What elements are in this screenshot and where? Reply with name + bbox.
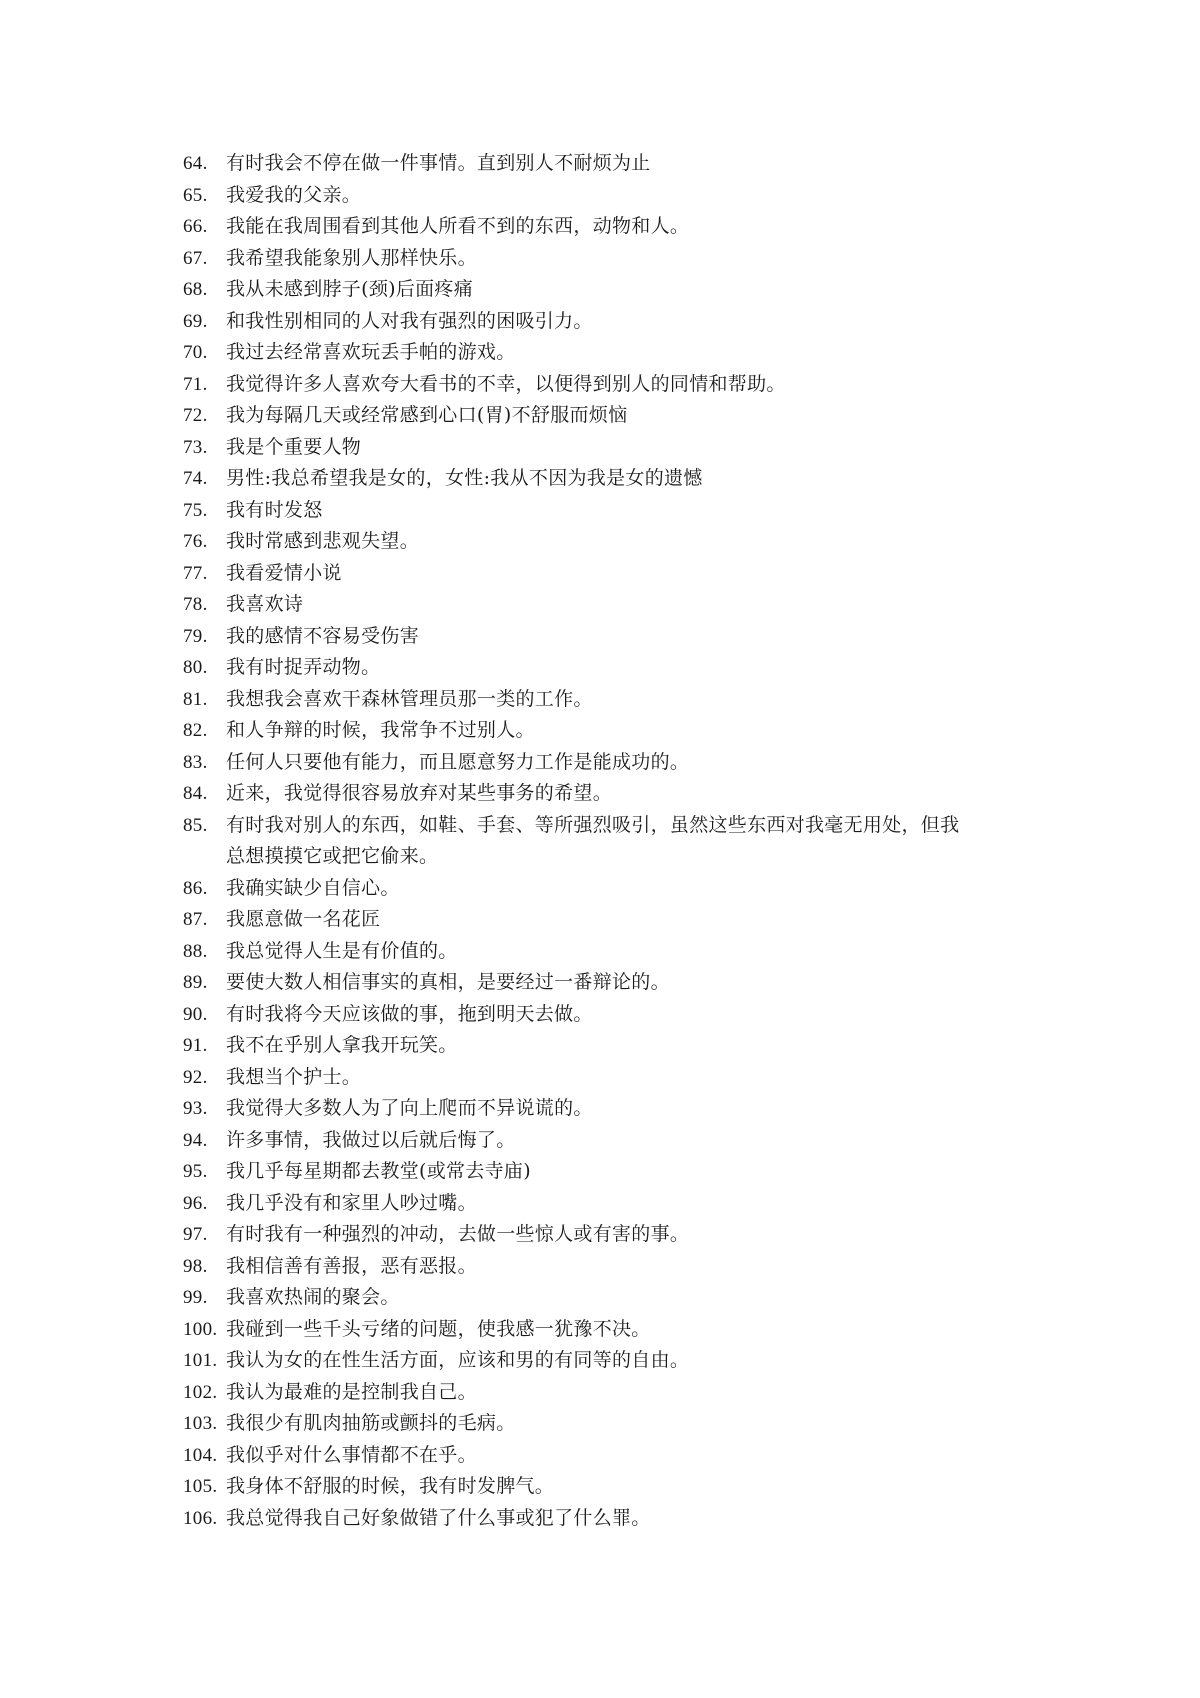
item-text: 我的感情不容易受伤害: [226, 624, 420, 647]
item-number: 92.: [183, 1066, 208, 1088]
item-number: 99.: [183, 1287, 208, 1308]
item-text: 我从未感到脖子(颈)后面疼痛: [226, 278, 474, 300]
questionnaire-item: [183, 180, 1063, 212]
item-number: 65.: [183, 184, 208, 206]
item-number: 72.: [183, 405, 208, 426]
questionnaire-item: [183, 652, 1063, 684]
questionnaire-item: [183, 1345, 1063, 1377]
questionnaire-item: [183, 1156, 1063, 1188]
item-text: 我似乎对什么事情都不在乎。: [226, 1443, 477, 1466]
questionnaire-item: [183, 1282, 1063, 1314]
item-number: 64.: [183, 153, 208, 174]
item-number: 78.: [183, 594, 208, 615]
questionnaire-item: [183, 778, 1063, 810]
questionnaire-item: [183, 337, 1063, 369]
item-number: 90.: [183, 1003, 208, 1025]
item-text: 和我性别相同的人对我有强烈的困吸引力。: [226, 309, 593, 332]
item-number: 76.: [183, 531, 208, 552]
item-text: 我相信善有善报，恶有恶报。: [226, 1254, 477, 1277]
item-text: 我几乎没有和家里人吵过嘴。: [226, 1191, 477, 1214]
item-number: 74.: [183, 468, 208, 489]
item-text: 我确实缺少自信心。: [226, 876, 400, 899]
questionnaire-item: [183, 495, 1063, 527]
questionnaire-item: [183, 1440, 1063, 1472]
questionnaire-item: [183, 1219, 1063, 1251]
item-text: 我觉得大多数人为了向上爬而不异说谎的。: [226, 1097, 593, 1119]
item-text: 有时我有一种强烈的冲动，去做一些惊人或有害的事。: [226, 1223, 690, 1245]
questionnaire-item: [183, 463, 1063, 495]
questionnaire-item-list: [183, 148, 1063, 1534]
item-text: 和人争辩的时候，我常争不过别人。: [226, 719, 535, 741]
item-text: 我愿意做一名花匠: [226, 908, 381, 930]
item-text: 我碰到一些千头亏绪的问题，使我感一犹豫不决。: [226, 1317, 651, 1340]
item-text: 我身体不舒服的时候，我有时发脾气。: [226, 1475, 555, 1497]
questionnaire-item: [183, 1030, 1063, 1062]
item-number: 66.: [183, 216, 208, 237]
questionnaire-item: [183, 684, 1063, 716]
questionnaire-item: [183, 148, 1063, 180]
item-text: 有时我对别人的东西，如鞋、手套、等所强烈吸引，虽然这些东西对我毫无用处，但我 总想摸摸它或把它偷来。: [226, 813, 960, 867]
questionnaire-item: [183, 1377, 1063, 1409]
item-number: 91.: [183, 1035, 208, 1056]
questionnaire-item: [183, 1062, 1063, 1094]
questionnaire-item: [183, 243, 1063, 275]
questionnaire-item: [183, 1093, 1063, 1125]
item-text: 男性:我总希望我是女的，女性:我从不因为我是女的遗憾: [226, 467, 703, 489]
item-number: 84.: [183, 783, 208, 804]
item-text: 我喜欢诗: [226, 593, 304, 615]
item-number: 67.: [183, 247, 208, 269]
item-number: 97.: [183, 1224, 208, 1245]
item-number: 95.: [183, 1161, 208, 1182]
questionnaire-item: [183, 400, 1063, 432]
item-text: 我喜欢热闹的聚会。: [226, 1286, 400, 1308]
questionnaire-item: [183, 306, 1063, 338]
questionnaire-item: [183, 936, 1063, 968]
item-number: 93.: [183, 1098, 208, 1119]
item-number: 79.: [183, 625, 208, 647]
questionnaire-item: [183, 747, 1063, 779]
questionnaire-item: [183, 558, 1063, 590]
item-text: 要使大数人相信事实的真相，是要经过一番辩论的。: [226, 971, 670, 993]
item-number: 89.: [183, 972, 208, 993]
item-text: 我爱我的父亲。: [226, 183, 362, 206]
item-text: 我认为最难的是控制我自己。: [226, 1380, 477, 1403]
item-text: 我认为女的在性生活方面，应该和男的有同等的自由。: [226, 1349, 690, 1371]
item-text: 我是个重要人物: [226, 435, 362, 458]
item-text: 我想我会喜欢干森林管理员那一类的工作。: [226, 687, 593, 710]
item-number: 98.: [183, 1255, 208, 1277]
item-number: 94.: [183, 1129, 208, 1151]
item-text: 我时常感到悲观失望。: [226, 530, 420, 552]
item-text: 我希望我能象别人那样快乐。: [226, 246, 477, 269]
item-number: 96.: [183, 1192, 208, 1214]
item-number: 68.: [183, 279, 208, 300]
questionnaire-item: [183, 1408, 1063, 1440]
questionnaire-item: [183, 1471, 1063, 1503]
questionnaire-item: [183, 1503, 1063, 1535]
item-number: 80.: [183, 657, 208, 678]
item-number: 88.: [183, 940, 208, 962]
item-number: 106.: [183, 1507, 218, 1529]
item-number: 85.: [183, 814, 208, 836]
item-number: 73.: [183, 436, 208, 458]
questionnaire-item: [183, 873, 1063, 905]
item-number: 81.: [183, 688, 208, 710]
questionnaire-item: [183, 274, 1063, 306]
item-text: 我有时捉弄动物。: [226, 656, 381, 678]
item-text: 我很少有肌肉抽筋或颤抖的毛病。: [226, 1412, 516, 1434]
questionnaire-item: [183, 810, 1063, 873]
item-number: 100.: [183, 1318, 218, 1340]
item-number: 83.: [183, 751, 208, 773]
item-text: 我觉得许多人喜欢夸大看书的不幸，以便得到别人的同情和帮助。: [226, 372, 786, 395]
questionnaire-item: [183, 1188, 1063, 1220]
item-text: 我几乎每星期都去教堂(或常去寺庙): [226, 1160, 531, 1182]
item-text: 我不在乎别人拿我开玩笑。: [226, 1034, 458, 1056]
item-number: 70.: [183, 342, 208, 363]
item-text: 我为每隔几天或经常感到心口(胃)不舒服而烦恼: [226, 404, 628, 426]
item-number: 87.: [183, 909, 208, 930]
item-number: 101.: [183, 1350, 218, 1371]
item-number: 77.: [183, 562, 208, 584]
item-number: 82.: [183, 720, 208, 741]
questionnaire-item: [183, 621, 1063, 653]
item-text: 我有时发怒: [226, 498, 323, 521]
item-number: 104.: [183, 1444, 218, 1466]
item-text: 许多事情，我做过以后就后悔了。: [226, 1128, 516, 1151]
item-number: 71.: [183, 373, 208, 395]
questionnaire-item: [183, 1251, 1063, 1283]
item-text: 我能在我周围看到其他人所看不到的东西，动物和人。: [226, 215, 690, 237]
questionnaire-item: [183, 967, 1063, 999]
item-number: 86.: [183, 877, 208, 899]
item-text: 我总觉得人生是有价值的。: [226, 939, 458, 962]
item-text: 我总觉得我自己好象做错了什么事或犯了什么罪。: [226, 1506, 651, 1529]
item-number: 105.: [183, 1476, 218, 1497]
questionnaire-item: [183, 589, 1063, 621]
questionnaire-item: [183, 526, 1063, 558]
questionnaire-item: [183, 211, 1063, 243]
questionnaire-item: [183, 369, 1063, 401]
item-number: 103.: [183, 1413, 218, 1434]
questionnaire-item: [183, 999, 1063, 1031]
item-text: 我过去经常喜欢玩丢手帕的游戏。: [226, 341, 516, 363]
item-text: 有时我会不停在做一件事情。直到别人不耐烦为止: [226, 152, 651, 174]
item-number: 75.: [183, 499, 208, 521]
questionnaire-item: [183, 432, 1063, 464]
item-text: 任何人只要他有能力，而且愿意努力工作是能成功的。: [226, 750, 690, 773]
questionnaire-item: [183, 904, 1063, 936]
item-text: 我看爱情小说: [226, 561, 342, 584]
questionnaire-item: [183, 1314, 1063, 1346]
item-text: 有时我将今天应该做的事，拖到明天去做。: [226, 1002, 593, 1025]
item-text: 我想当个护士。: [226, 1065, 362, 1088]
questionnaire-item: [183, 715, 1063, 747]
questionnaire-item: [183, 1125, 1063, 1157]
item-number: 102.: [183, 1381, 218, 1403]
item-text: 近来，我觉得很容易放弃对某些事务的希望。: [226, 782, 613, 804]
item-number: 69.: [183, 310, 208, 332]
